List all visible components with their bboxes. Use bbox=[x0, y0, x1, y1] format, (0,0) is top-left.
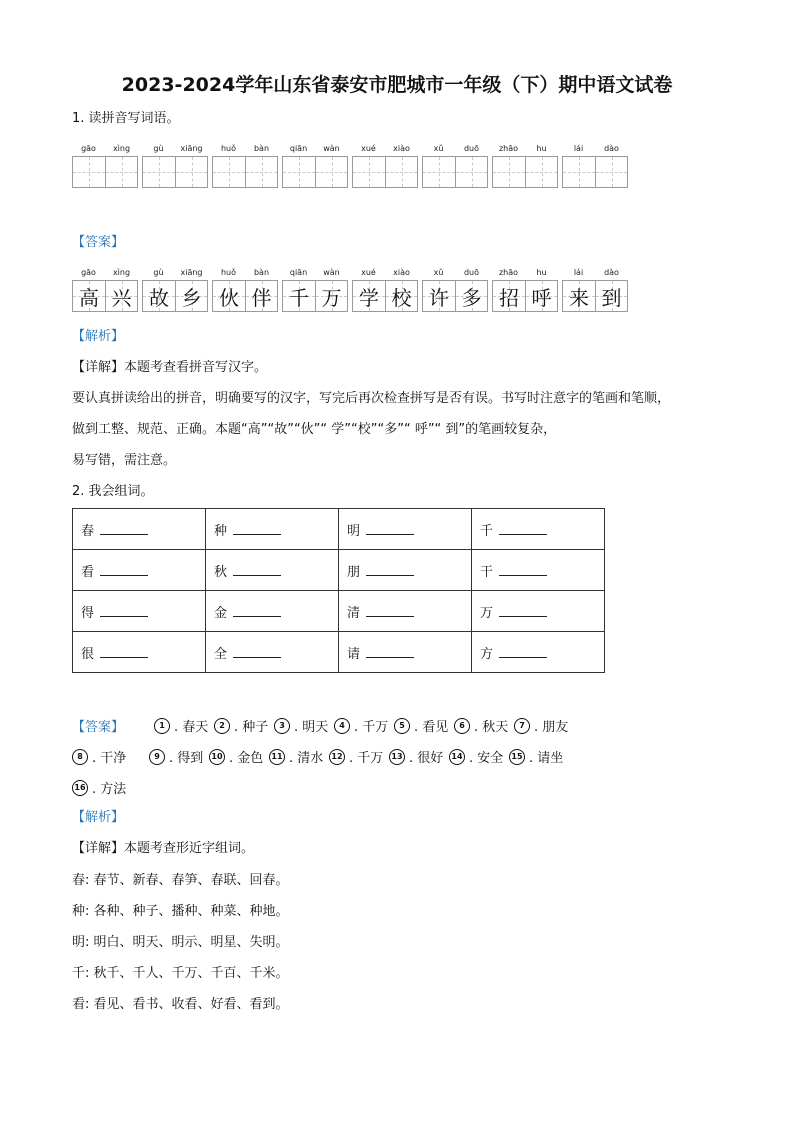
answer-blank bbox=[499, 563, 547, 576]
q1-answer-label: 【答案】 bbox=[72, 235, 125, 250]
pinyin-row bbox=[492, 266, 558, 280]
pinyin-row bbox=[212, 266, 278, 280]
pinyin-row bbox=[492, 142, 558, 156]
writing-box bbox=[315, 157, 347, 187]
cell-character: 春 bbox=[81, 523, 95, 539]
writing-box bbox=[105, 281, 137, 311]
pinyin-syllable: zhāo bbox=[498, 268, 519, 277]
answer-item bbox=[394, 716, 454, 735]
pinyin-syllable: xìng bbox=[112, 144, 131, 153]
pinyin-syllable: qiān bbox=[289, 144, 308, 153]
q1-question-grid bbox=[72, 142, 628, 188]
writing-boxes bbox=[212, 280, 278, 312]
table-cell bbox=[206, 550, 339, 591]
answer-blank bbox=[100, 645, 148, 658]
answer-item bbox=[269, 747, 329, 766]
answer-character: 伙 bbox=[219, 285, 239, 310]
pinyin-row bbox=[352, 266, 418, 280]
question-word bbox=[72, 142, 138, 188]
writing-box bbox=[423, 281, 455, 311]
pinyin-row bbox=[562, 266, 628, 280]
answer-text: . 得到 bbox=[169, 751, 204, 766]
pinyin-syllable: dào bbox=[604, 268, 619, 277]
pinyin-syllable: bàn bbox=[253, 144, 270, 153]
writing-boxes bbox=[72, 280, 138, 312]
q2-line-5: 看: 看见、看书、收看、好看、看到。 bbox=[72, 997, 289, 1012]
pinyin-syllable: gāo bbox=[81, 144, 96, 153]
q2-line-1: 春: 春节、新春、春笋、春联、回春。 bbox=[72, 873, 289, 888]
circled-number: 5 bbox=[394, 718, 410, 734]
pinyin-syllable: qiān bbox=[289, 268, 308, 277]
pinyin-row bbox=[212, 142, 278, 156]
pinyin-syllable: bàn bbox=[253, 268, 270, 277]
circled-number: 9 bbox=[149, 749, 165, 765]
answer-text: . 千万 bbox=[349, 751, 384, 766]
writing-boxes bbox=[562, 156, 628, 188]
writing-boxes bbox=[142, 156, 208, 188]
table-cell bbox=[206, 591, 339, 632]
q2-detail: 【详解】本题考查形近字组词。 bbox=[72, 841, 255, 856]
writing-box bbox=[353, 281, 385, 311]
writing-boxes bbox=[352, 280, 418, 312]
pinyin-row bbox=[562, 142, 628, 156]
answer-text: . 干净 bbox=[92, 751, 127, 766]
answer-blank bbox=[366, 645, 414, 658]
writing-boxes bbox=[562, 280, 628, 312]
q2-answer-row-3 bbox=[72, 778, 132, 797]
answer-text: . 金色 bbox=[229, 751, 264, 766]
writing-box bbox=[525, 157, 557, 187]
answer-item bbox=[509, 747, 569, 766]
answer-blank bbox=[100, 522, 148, 535]
answer-character: 招 bbox=[499, 285, 519, 310]
answer-word bbox=[562, 266, 628, 312]
writing-boxes bbox=[422, 280, 488, 312]
writing-box bbox=[283, 281, 315, 311]
answer-item bbox=[334, 716, 394, 735]
answer-word bbox=[422, 266, 488, 312]
table-cell bbox=[73, 550, 206, 591]
pinyin-syllable: duō bbox=[463, 144, 480, 153]
table-cell bbox=[339, 632, 472, 673]
answer-blank bbox=[100, 563, 148, 576]
circled-number: 16 bbox=[72, 780, 88, 796]
writing-box bbox=[175, 157, 207, 187]
table-cell bbox=[472, 632, 605, 673]
table-cell bbox=[73, 632, 206, 673]
writing-boxes bbox=[282, 280, 348, 312]
writing-boxes bbox=[212, 156, 278, 188]
question-word bbox=[142, 142, 208, 188]
answer-word bbox=[72, 266, 138, 312]
q2-line-4: 千: 秋千、千人、千万、千百、千米。 bbox=[72, 966, 289, 981]
answer-character: 伴 bbox=[251, 285, 272, 310]
answer-word bbox=[212, 266, 278, 312]
writing-boxes bbox=[492, 280, 558, 312]
q1-analysis-label: 【解析】 bbox=[72, 329, 125, 344]
pinyin-syllable: huǒ bbox=[220, 144, 237, 153]
circled-number: 10 bbox=[209, 749, 225, 765]
answer-character: 故 bbox=[149, 285, 169, 310]
writing-box bbox=[143, 157, 175, 187]
writing-boxes bbox=[282, 156, 348, 188]
table-cell bbox=[73, 509, 206, 550]
writing-box bbox=[385, 157, 417, 187]
q2-analysis-label: 【解析】 bbox=[72, 810, 125, 825]
answer-text: . 千万 bbox=[354, 720, 389, 735]
q1-detail: 【详解】本题考查看拼音写汉字。 bbox=[72, 360, 268, 375]
answer-item bbox=[454, 716, 514, 735]
pinyin-syllable: gù bbox=[153, 144, 164, 153]
answer-item bbox=[209, 747, 269, 766]
writing-box bbox=[353, 157, 385, 187]
pinyin-syllable: xiāng bbox=[180, 144, 203, 153]
pinyin-syllable: xǔ bbox=[433, 144, 444, 153]
answer-item bbox=[389, 747, 449, 766]
pinyin-syllable: lái bbox=[573, 144, 584, 153]
q2-answer-row-2 bbox=[72, 747, 569, 766]
table-row bbox=[73, 550, 605, 591]
pinyin-row bbox=[422, 266, 488, 280]
pinyin-syllable: xìng bbox=[112, 268, 131, 277]
answer-word bbox=[492, 266, 558, 312]
answer-text: . 看见 bbox=[414, 720, 449, 735]
answer-blank bbox=[100, 604, 148, 617]
cell-character: 请 bbox=[347, 646, 361, 662]
q2-line-3: 明: 明白、明天、明示、明星、失明。 bbox=[72, 935, 289, 950]
answer-item bbox=[274, 716, 334, 735]
answer-character: 学 bbox=[359, 285, 379, 310]
circled-number: 7 bbox=[514, 718, 530, 734]
q2-answer-row-1 bbox=[72, 716, 574, 735]
answer-character: 来 bbox=[569, 285, 589, 310]
answer-word bbox=[282, 266, 348, 312]
word-table bbox=[72, 508, 605, 673]
answer-character: 多 bbox=[461, 285, 482, 310]
answer-blank bbox=[366, 604, 414, 617]
table-cell bbox=[472, 591, 605, 632]
question-word bbox=[492, 142, 558, 188]
answer-blank bbox=[233, 563, 281, 576]
answer-item bbox=[329, 747, 389, 766]
circled-number: 14 bbox=[449, 749, 465, 765]
pinyin-syllable: dào bbox=[604, 144, 619, 153]
writing-box bbox=[175, 281, 207, 311]
writing-box bbox=[143, 281, 175, 311]
circled-number: 1 bbox=[154, 718, 170, 734]
question-word bbox=[212, 142, 278, 188]
answer-character: 千 bbox=[289, 285, 309, 310]
table-cell bbox=[73, 591, 206, 632]
writing-box bbox=[493, 157, 525, 187]
answer-blank bbox=[499, 645, 547, 658]
cell-character: 金 bbox=[214, 605, 228, 621]
writing-box bbox=[455, 281, 487, 311]
answer-blank bbox=[233, 645, 281, 658]
pinyin-syllable: xiào bbox=[393, 144, 410, 153]
cell-character: 得 bbox=[81, 605, 95, 621]
table-row bbox=[73, 632, 605, 673]
pinyin-syllable: wàn bbox=[323, 268, 340, 277]
answer-text: . 春天 bbox=[174, 720, 209, 735]
cell-character: 朋 bbox=[347, 564, 361, 580]
answer-text: . 秋天 bbox=[474, 720, 509, 735]
pinyin-row bbox=[142, 142, 208, 156]
writing-box bbox=[595, 157, 627, 187]
q1-answer-grid bbox=[72, 266, 628, 312]
writing-box bbox=[73, 157, 105, 187]
table-cell bbox=[339, 591, 472, 632]
writing-box bbox=[315, 281, 347, 311]
writing-box bbox=[563, 157, 595, 187]
answer-character: 许 bbox=[429, 285, 449, 310]
writing-box bbox=[455, 157, 487, 187]
answer-item bbox=[154, 716, 214, 735]
pinyin-syllable: hu bbox=[536, 144, 547, 153]
pinyin-syllable: xué bbox=[361, 268, 376, 277]
table-cell bbox=[206, 632, 339, 673]
answer-character: 高 bbox=[79, 285, 99, 310]
pinyin-row bbox=[352, 142, 418, 156]
circled-number: 6 bbox=[454, 718, 470, 734]
answer-blank bbox=[233, 522, 281, 535]
q1-explain-line-3: 易写错，需注意。 bbox=[72, 453, 177, 468]
pinyin-syllable: gù bbox=[153, 268, 164, 277]
answer-text: . 安全 bbox=[469, 751, 504, 766]
answer-text: . 朋友 bbox=[534, 720, 569, 735]
pinyin-syllable: xué bbox=[361, 144, 376, 153]
cell-character: 很 bbox=[81, 646, 95, 662]
writing-box bbox=[245, 157, 277, 187]
writing-boxes bbox=[352, 156, 418, 188]
writing-box bbox=[245, 281, 277, 311]
cell-character: 全 bbox=[214, 646, 228, 662]
circled-number: 13 bbox=[389, 749, 405, 765]
writing-box bbox=[525, 281, 557, 311]
writing-boxes bbox=[72, 156, 138, 188]
answer-text: . 方法 bbox=[92, 782, 127, 797]
answer-word bbox=[142, 266, 208, 312]
circled-number: 12 bbox=[329, 749, 345, 765]
circled-number: 4 bbox=[334, 718, 350, 734]
writing-box bbox=[385, 281, 417, 311]
pinyin-row bbox=[282, 266, 348, 280]
answer-item bbox=[449, 747, 509, 766]
cell-character: 看 bbox=[81, 564, 95, 580]
table-row bbox=[73, 509, 605, 550]
cell-character: 万 bbox=[480, 605, 494, 621]
q2-answer-label: 【答案】 bbox=[72, 720, 125, 735]
pinyin-row bbox=[282, 142, 348, 156]
answer-character: 校 bbox=[391, 285, 412, 310]
pinyin-syllable: xiào bbox=[393, 268, 410, 277]
answer-character: 到 bbox=[601, 285, 622, 310]
answer-character: 兴 bbox=[111, 285, 132, 310]
cell-character: 干 bbox=[480, 564, 494, 580]
answer-blank bbox=[233, 604, 281, 617]
circled-number: 11 bbox=[269, 749, 285, 765]
answer-character: 万 bbox=[321, 285, 342, 310]
q2-heading: 2. 我会组词。 bbox=[72, 484, 154, 499]
cell-character: 清 bbox=[347, 605, 361, 621]
pinyin-row bbox=[72, 142, 138, 156]
pinyin-syllable: xiāng bbox=[180, 268, 203, 277]
answer-item bbox=[72, 747, 149, 766]
table-cell bbox=[206, 509, 339, 550]
writing-box bbox=[213, 157, 245, 187]
answer-character: 乡 bbox=[181, 285, 202, 310]
answer-item bbox=[72, 778, 132, 797]
q1-heading: 1. 读拼音写词语。 bbox=[72, 111, 180, 126]
writing-boxes bbox=[142, 280, 208, 312]
table-cell bbox=[472, 550, 605, 591]
q2-line-2: 种: 各种、种子、播种、种菜、种地。 bbox=[72, 904, 289, 919]
pinyin-row bbox=[422, 142, 488, 156]
pinyin-syllable: gāo bbox=[81, 268, 96, 277]
table-cell bbox=[472, 509, 605, 550]
writing-box bbox=[493, 281, 525, 311]
answer-blank bbox=[366, 522, 414, 535]
cell-character: 种 bbox=[214, 523, 228, 539]
circled-number: 8 bbox=[72, 749, 88, 765]
writing-box bbox=[73, 281, 105, 311]
writing-box bbox=[595, 281, 627, 311]
answer-item bbox=[149, 747, 209, 766]
writing-boxes bbox=[422, 156, 488, 188]
answer-item bbox=[214, 716, 274, 735]
q1-explain-line-2: 做到工整、规范、正确。本题“高”“故”“伙”“ 学”“校”“多”“ 呼”“ 到”的笔画较复杂， bbox=[72, 422, 557, 437]
answer-blank bbox=[499, 522, 547, 535]
pinyin-syllable: hu bbox=[536, 268, 547, 277]
table-cell bbox=[339, 509, 472, 550]
circled-number: 2 bbox=[214, 718, 230, 734]
cell-character: 明 bbox=[347, 523, 361, 539]
pinyin-syllable: xǔ bbox=[433, 268, 444, 277]
answer-text: . 明天 bbox=[294, 720, 329, 735]
question-word bbox=[562, 142, 628, 188]
pinyin-syllable: wàn bbox=[323, 144, 340, 153]
page-title: 2023-2024学年山东省泰安市肥城市一年级（下）期中语文试卷 bbox=[121, 74, 673, 96]
writing-box bbox=[105, 157, 137, 187]
answer-blank bbox=[499, 604, 547, 617]
answer-word bbox=[352, 266, 418, 312]
writing-box bbox=[563, 281, 595, 311]
pinyin-row bbox=[142, 266, 208, 280]
circled-number: 15 bbox=[509, 749, 525, 765]
table-row bbox=[73, 591, 605, 632]
question-word bbox=[422, 142, 488, 188]
question-word bbox=[352, 142, 418, 188]
cell-character: 方 bbox=[480, 646, 494, 662]
answer-blank bbox=[366, 563, 414, 576]
cell-character: 千 bbox=[480, 523, 494, 539]
answer-item bbox=[514, 716, 574, 735]
table-cell bbox=[339, 550, 472, 591]
pinyin-row bbox=[72, 266, 138, 280]
pinyin-syllable: huǒ bbox=[220, 268, 237, 277]
writing-box bbox=[283, 157, 315, 187]
answer-text: . 很好 bbox=[409, 751, 444, 766]
answer-text: . 请坐 bbox=[529, 751, 564, 766]
question-word bbox=[282, 142, 348, 188]
cell-character: 秋 bbox=[214, 564, 228, 580]
answer-character: 呼 bbox=[531, 285, 552, 310]
answer-text: . 清水 bbox=[289, 751, 324, 766]
circled-number: 3 bbox=[274, 718, 290, 734]
pinyin-syllable: zhāo bbox=[498, 144, 519, 153]
pinyin-syllable: duō bbox=[463, 268, 480, 277]
answer-text: . 种子 bbox=[234, 720, 269, 735]
writing-boxes bbox=[492, 156, 558, 188]
writing-box bbox=[213, 281, 245, 311]
pinyin-syllable: lái bbox=[573, 268, 584, 277]
writing-box bbox=[423, 157, 455, 187]
q1-explain-line-1: 要认真拼读给出的拼音，明确要写的汉字，写完后再次检查拼写是否有误。书写时注意字的笔画和笔顺， bbox=[72, 391, 671, 406]
